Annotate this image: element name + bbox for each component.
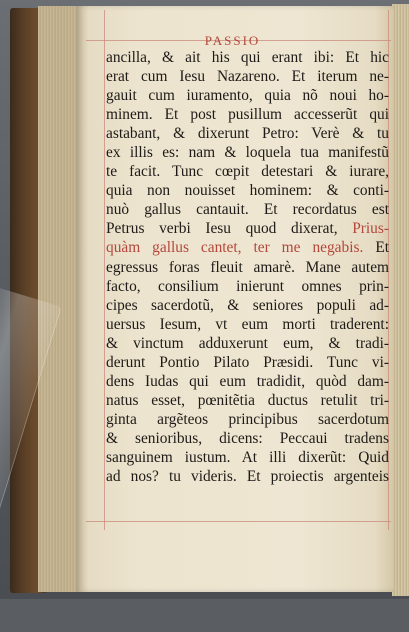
line-text: ancilla, & ait his qui erant ibi: Et hic — [106, 49, 389, 66]
text-line — [106, 372, 389, 391]
rule-bottom — [86, 521, 391, 522]
text-line — [106, 143, 389, 162]
line-text: ad nos? tu videris. Et proiectis argenteis — [106, 468, 389, 486]
line-text: astabant, & dixerunt Petro: Verè & tu — [106, 125, 389, 143]
line-text: & senioribus, dicens: Peccaui tradens — [106, 429, 389, 447]
text-line — [106, 200, 389, 219]
text-line — [106, 467, 389, 486]
text-line — [106, 429, 389, 448]
text-line — [106, 105, 389, 124]
text-line — [106, 334, 389, 353]
text-line — [106, 448, 389, 467]
text-line — [106, 181, 389, 200]
text-line — [106, 315, 389, 334]
line-text: gauit cum iuramento, quia nõ noui ho- — [106, 87, 389, 105]
text-line — [106, 48, 389, 67]
text-line — [106, 296, 389, 315]
line-text: derunt Pontio Pilato Præsidi. Tunc vi- — [106, 353, 389, 371]
line-text: te facit. Tunc cœpit detestari & iurare, — [106, 163, 389, 181]
running-head — [0, 33, 409, 49]
text-line — [106, 238, 389, 257]
page-edges-right — [392, 4, 409, 596]
rubric-text: Prius- — [352, 220, 389, 238]
text-line — [106, 258, 389, 277]
text-line — [106, 353, 389, 372]
line-text: minem. Et post pusillum accesserũt qui — [106, 106, 389, 124]
text-line — [106, 124, 389, 143]
line-text: dens Iudas qui eum tradidit, quòd dam- — [106, 372, 389, 390]
line-text: Petrus verbi Iesu quod dixerat, — [106, 220, 338, 238]
running-head-text: PASSIO — [204, 33, 261, 48]
line-text: & vinctum adduxerunt eum, & tradi- — [106, 334, 389, 352]
page-edges-left — [38, 6, 79, 592]
line-text: Et — [375, 239, 389, 257]
text-line — [106, 410, 389, 429]
line-text: quia non nouisset hominem: & conti- — [106, 182, 389, 200]
rubric-text: quàm gallus cantet, ter me negabis. — [106, 239, 364, 257]
line-text: uersus Iesum, vt eum morti traderent: — [106, 315, 389, 333]
rule-left — [104, 10, 105, 530]
text-line — [106, 219, 389, 238]
line-text: ginta argẽteos principibus sacerdotum — [106, 410, 389, 428]
line-text: natus esset, pœnitẽtia ductus retulit tri- — [106, 391, 389, 409]
line-text: egressus foras fleuit amarè. Mane autem — [106, 258, 389, 276]
text-line — [106, 67, 389, 86]
text-line — [106, 391, 389, 410]
line-text: erat cum Iesu Nazareno. Et iterum ne- — [106, 68, 389, 86]
line-text: cipes sacerdotũ, & seniores populi ad- — [106, 296, 389, 314]
text-line — [106, 277, 389, 296]
text-block — [106, 48, 389, 486]
text-line — [106, 162, 389, 181]
line-text: nuò gallus cantauit. Et recordatus est — [106, 201, 389, 219]
line-text: ex illis es: nam & loquela tua manifestũ — [106, 144, 389, 162]
line-text: sanguinem iustum. At illi dixerũt: Quid — [106, 448, 389, 466]
text-line — [106, 86, 389, 105]
line-text: facto, consilium inierunt omnes prin- — [106, 277, 389, 295]
